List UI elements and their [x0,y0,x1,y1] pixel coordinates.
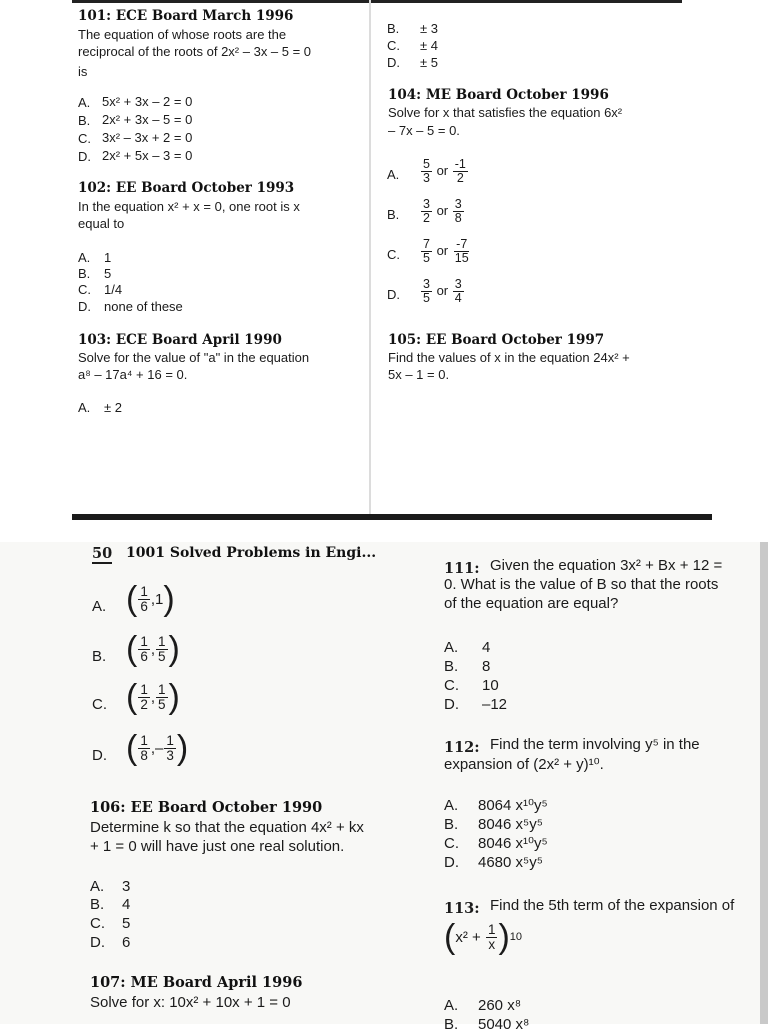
option-text: ± 3 [420,21,438,36]
option-text: 8046 x¹⁰y⁵ [478,835,548,852]
q102-header: 102: EE Board October 1993 [78,180,295,196]
fraction: $\frac{-1}{2}$ [454,157,466,185]
q106-header: 106: EE Board October 1990 [90,799,323,816]
option-text: 260 x⁸ [478,997,522,1014]
q101-line2: reciprocal of the roots of 2x² – 3x – 5 = 0 [78,44,312,59]
q111-line1: Given the equation 3x² + Bx + 12 = [490,557,723,574]
fraction: $\frac{1}{x}$ [487,921,496,952]
fraction: $\frac{1}{6}$ [140,633,148,664]
option-text: 10 [482,677,499,694]
option-letter: D. [78,149,91,164]
option-letter: B. [387,21,400,36]
fraction: $\frac{1}{5}$ [158,633,166,664]
option-text: ± 2 [104,400,122,415]
q103-line2: a⁸ – 17a⁴ + 16 = 0. [78,367,188,382]
q112-line2: expansion of (2x² + y)¹⁰. [444,756,604,773]
page-number: 50 [92,545,113,562]
fraction: $\frac{1}{3}$ [166,732,174,763]
option-letter: D. [92,747,107,764]
q101-line3: is [78,64,88,79]
option-tuple: ( $\frac{1}{8}$ ,– $\frac{1}{3}$ ) [126,729,189,767]
page-edge-shadow [760,542,768,1024]
page-gap [0,520,768,542]
option-letter: D. [387,55,400,70]
q105-line2: 5x – 1 = 0. [388,367,450,382]
option-letter: D. [78,299,91,314]
option-letter: D. [90,934,105,951]
option-text: 4680 x⁵y⁵ [478,854,543,871]
option-text: 5x² + 3x – 2 = 0 [102,94,193,109]
q107-header: 107: ME Board April 1996 [90,974,303,991]
running-title: 1001 Solved Problems in Engi... [126,545,377,561]
option-letter: C. [444,677,459,694]
option-letter: D. [444,696,459,713]
fraction: $\frac{1}{5}$ [158,681,166,712]
option-text: 4 [122,896,131,913]
option-text: 8046 x⁵y⁵ [478,816,543,833]
option-letter: D. [387,287,400,302]
option-text: 8 [482,658,491,675]
q105-header: 105: EE Board October 1997 [388,332,605,348]
option-text: 3 [122,878,131,895]
option-letter: B. [444,816,459,833]
fraction: $\frac{7}{5}$ [423,237,430,265]
option-text: –12 [482,696,508,713]
fraction: $\frac{3}{8}$ [454,197,462,225]
option-letter: A. [78,400,91,415]
fraction: $\frac{-7}{15}$ [454,237,469,265]
option-text: 4 [482,639,491,656]
fraction: $\frac{3}{2}$ [423,197,430,225]
option-text: 5 [122,915,131,932]
option-letter: B. [387,207,400,222]
option-letter: B. [92,648,107,665]
column-divider [369,0,371,514]
option-letter: B. [90,896,105,913]
top-rule [72,0,682,3]
option-letter: B. [78,266,91,281]
option-text: ± 5 [420,55,438,70]
q107-line1: Solve for x: 10x² + 10x + 1 = 0 [90,994,291,1011]
q105-line1: Find the values of x in the equation 24x² + [388,350,630,365]
option-fractions: $\frac{3}{2}$ or $\frac{3}{8}$ [423,197,462,225]
option-letter: A. [92,598,107,615]
option-text: 6 [122,934,131,951]
option-fractions: $\frac{5}{3}$ or $\frac{-1}{2}$ [423,157,466,185]
q106-line2: + 1 = 0 will have just one real solution. [90,838,345,855]
q104-line1: Solve for x that satisfies the equation 6x² [388,105,623,120]
option-text: 8064 x¹⁰y⁵ [478,797,548,814]
option-text: 5040 x⁸ [478,1016,530,1033]
fraction: $\frac{3}{5}$ [423,277,430,305]
option-letter: C. [78,282,91,297]
q113-expression: ( x² + $\frac{1}{x}$ ) 10 [444,918,523,956]
option-tuple: ( $\frac{1}{6}$ , 1 ) [126,580,175,618]
q101-header: 101: ECE Board March 1996 [78,8,294,24]
q112-number: 112: [444,739,480,756]
q113-line1: Find the 5th term of the expansion of [490,897,735,914]
option-tuple: ( $\frac{1}{6}$ , $\frac{1}{5}$ ) [126,630,180,668]
option-letter: C. [92,696,107,713]
option-text: 2x² + 5x – 3 = 0 [102,148,193,163]
q111-number: 111: [444,560,480,577]
option-letter: B. [444,658,459,675]
option-text: 3x² – 3x + 2 = 0 [102,130,193,145]
option-text: 5 [104,266,112,281]
option-letter: C. [444,835,459,852]
q106-line1: Determine k so that the equation 4x² + kx [90,819,364,836]
option-letter: A. [444,797,459,814]
option-letter: A. [444,639,459,656]
option-letter: A. [90,878,105,895]
option-letter: C. [90,915,105,932]
q112-line1: Find the term involving y⁵ in the [490,736,700,753]
option-letter: A. [444,997,459,1014]
option-letter: B. [78,113,91,128]
option-text: 1 [104,250,112,265]
fraction: $\frac{5}{3}$ [423,157,430,185]
option-text: ± 4 [420,38,438,53]
option-tuple: ( $\frac{1}{2}$ , $\frac{1}{5}$ ) [126,678,180,716]
scanned-page-bottom [0,542,768,1033]
fraction: $\frac{3}{4}$ [454,277,462,305]
option-text: 1/4 [104,282,123,297]
option-letter: B. [444,1016,459,1033]
q111-line2: 0. What is the value of B so that the roots [444,576,719,593]
q103-header: 103: ECE Board April 1990 [78,332,282,348]
fraction: $\frac{1}{8}$ [140,732,148,763]
q111-line3: of the equation are equal? [444,595,619,612]
option-letter: D. [444,854,459,871]
q103-line1: Solve for the value of "a" in the equation [78,350,310,365]
option-letter: C. [387,247,400,262]
q104-header: 104: ME Board October 1996 [388,87,609,103]
fraction: $\frac{1}{6}$ [140,583,148,614]
option-text: 2x² + 3x – 5 = 0 [102,112,193,127]
option-letter: A. [78,95,91,110]
option-text: none of these [104,299,183,314]
option-letter: A. [387,167,400,182]
q101-line1: The equation of whose roots are the [78,27,287,42]
option-fractions: $\frac{3}{5}$ or $\frac{3}{4}$ [423,277,462,305]
option-letter: C. [78,131,91,146]
q102-line2: equal to [78,216,125,231]
q102-line1: In the equation x² + x = 0, one root is x [78,199,300,214]
option-letter: A. [78,250,91,265]
q113-number: 113: [444,900,480,917]
fraction: $\frac{1}{2}$ [140,681,148,712]
q104-line2: – 7x – 5 = 0. [388,123,460,138]
option-letter: C. [387,38,400,53]
option-fractions: $\frac{7}{5}$ or $\frac{-7}{15}$ [423,237,469,265]
